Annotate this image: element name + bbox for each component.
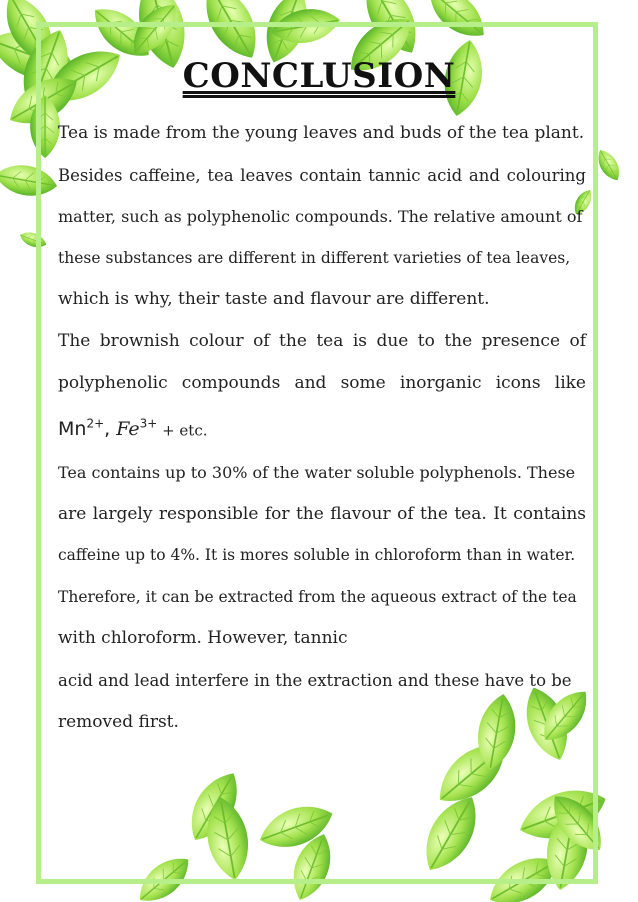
text-line: these substances are different in different varieties of tea leaves, (58, 248, 571, 267)
formula-tail: + etc. (157, 421, 208, 440)
text-line: Tea contains up to 30% of the water soluble polyphenols. These (58, 463, 576, 483)
text-line: Therefore, it can be extracted from the aqueous extract of the tea (58, 587, 577, 606)
body-text (58, 113, 586, 743)
text-line: are largely responsible for the flavour of the tea. It contains (58, 503, 586, 524)
text-line: Tea is made from the young leaves and buds of the tea plant. (58, 123, 585, 143)
ion-formula (58, 404, 586, 452)
text-line: removed first. (58, 711, 179, 732)
formula-mn: $Mn^{2+}$, $Fe^{3+}$ (58, 417, 158, 441)
text-line: The brownish colour of the tea is due to the presence of (58, 330, 586, 351)
text-line: polyphenolic compounds and some inorganic icons like (58, 372, 586, 393)
text-line: acid and lead interfere in the extraction and these have to be (58, 671, 572, 691)
page-title: CONCLUSION (182, 56, 456, 96)
text-line: matter, such as polyphenolic compounds. The relative amount of (58, 207, 583, 227)
text-line: Besides caffeine, tea leaves contain tannic acid and colouring (58, 165, 586, 185)
text-line: which is why, their taste and flavour are different. (58, 289, 490, 310)
text-line: caffeine up to 4%. It is mores soluble in chloroform than in water. (58, 546, 576, 565)
text-line: with chloroform. However, tannic (58, 628, 348, 649)
